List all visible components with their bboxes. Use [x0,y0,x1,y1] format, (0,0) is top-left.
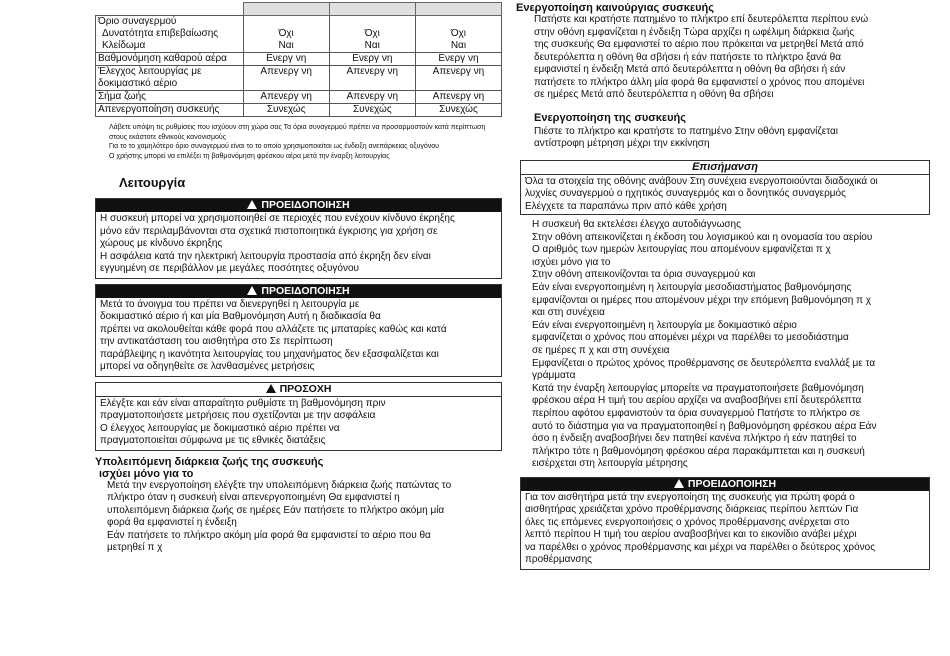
table-row [96,104,502,117]
warning-body [521,491,929,569]
cell: Όχι [329,28,415,40]
text-line: Εάν πατήσετε το πλήκτρο ακόμη μία φορά θα εμφανιστεί το αέριο που θα [107,529,431,541]
remaining-life-title: Υπολειπόμενη διάρκεια ζωής της συσκευής [95,455,324,468]
warning-header-label: ΠΡΟΕΙΔΟΠΟΙΗΣΗ [261,199,350,211]
cell: Απενεργ νη [329,91,415,104]
list-item: σε ημέρες π χ και στη συνέχεια [532,344,670,356]
text-line: να παρέλθει ο χρόνος προθέρμανσης και μέχρι να παρέλθει ο δεύτερος χρόνος [525,541,876,553]
cell: Απενεργ νη [415,66,501,91]
note: Λάβετε υπόψη τις ρυθμίσεις που ισχύουν στη χώρα σας Τα όρια συναγερμού πρέπει να προσαρμοστούν κατά περίπτωση στους εκάστοτε εθνικούς κανονισμούς [109,124,486,141]
warning-header [96,199,501,212]
activate-title: Ενεργοποίηση της συσκευής [534,111,686,124]
warning-icon [247,286,257,295]
cell [243,16,329,29]
row-label: Σήμα ζωής [96,91,244,104]
remaining-life-subtitle: ισχύει μόνο για το [99,467,194,480]
table-header-empty [96,3,244,16]
text-line: Η ασφάλεια κατά την ηλεκτρική λειτουργία προστασία από έκρηξη δεν είναι [100,250,431,262]
list-item: εισέρχεται στη λειτουργία μέτρησης [532,458,688,470]
list-item: Ο αριθμός των ημερών λειτουργίας που απομένουν εμφανίζεται π χ [532,244,831,256]
cell [329,16,415,29]
settings-table [95,2,502,117]
text-line: Όλα τα στοιχεία της οθόνης ανάβουν Στη συνέχεια ενεργοποιούνται διαδοχικά οι [525,175,878,187]
cell [415,16,501,29]
section-title: Λειτουργία [119,175,186,190]
list-item: Κατά την έναρξη λειτουργίας μπορείτε να πραγματοποιήσετε βαθμονόμηση [532,382,864,394]
notice-body [521,175,929,215]
caution-box [95,382,502,451]
remaining-life-text [95,480,502,555]
caution-header-label: ΠΡΟΣΟΧΗ [279,382,332,395]
list-item: εμφανίζονται οι ημέρες που απομένουν μέχρι την επόμενη βαθμονόμηση π χ [532,294,872,306]
note: Ο χρήστης μπορεί να επιλέξει τη βαθμονόμηση φρέσκου αέρα μετά την έναρξη λειτουργίας [109,152,390,160]
activate-text [520,126,930,151]
cell: Συνεχώς [243,104,329,117]
text-line: μπορεί να οδηγηθείτε σε λανθασμένες μετρήσεις [100,361,315,372]
text-line: Για τον αισθητήρα μετά την ενεργοποίηση της συσκευής για πρώτη φορά ο [525,491,855,503]
left-column [95,2,502,555]
text-line: σε ημέρες Μετά από δευτερόλεπτα η οθόνη θα σβήσει [534,89,774,100]
cell: Ενεργ νη [415,53,501,66]
warning-icon [247,200,257,209]
text-line: Μετά την ενεργοποίηση ελέγξτε την υπολειπόμενη διάρκεια ζωής πατώντας το [107,479,452,491]
row-label: Δυνατότητα επιβεβαίωσης [96,28,244,40]
table-header-cell [329,3,415,16]
caution-body [96,397,501,450]
cell: Ναι [243,40,329,53]
table-header-cell [415,3,501,16]
warning-box [95,284,502,377]
notice-box [520,160,930,216]
list-item: όσο η ένδειξη αναβοσβήνει δεν πατηθεί κανένα πλήκτρο ή εάν πατηθεί το [532,433,857,445]
list-item: ισχύει μόνο για το [532,256,611,268]
warning-box [520,477,930,570]
text-line: όλες τις επόμενες ενεργοποιήσεις ο χρόνος προθέρμανσης ανέρχεται στο [525,516,850,528]
activate-new-text [520,14,930,102]
text-line: μόνο εάν περιλαμβάνονται στα σχετικά πιστοποιητικά έγκρισης για χρήση σε [100,225,438,237]
text-line: μετρηθεί π χ [107,542,163,553]
row-label: Όριο συναγερμού [96,16,244,29]
list-item: εμφανίζεται ο χρόνος που απομένει μέχρι να παρέλθει το μεσοδιάστημα [532,332,849,344]
table-row [96,53,502,66]
cell: Συνεχώς [329,104,415,117]
text-line: πλήκτρο όταν η συσκευή είναι απενεργοποιημένη Θα εμφανιστεί η [107,492,400,503]
text-line: λεπτό περίπου Η τιμή του αερίου αναβοσβήνει και το εικονίδιο ανάβει μέχρι [525,529,857,541]
cell: Ενεργ νη [329,53,415,66]
warning-header-label: ΠΡΟΕΙΔΟΠΟΙΗΣΗ [687,477,777,490]
cell: Απενεργ νη [243,66,329,91]
list-item: και στη συνέχεια [532,307,605,319]
text-line: στην οθόνη εμφανίζεται η ένδειξη Τώρα αρχίζει η ωφέλιμη διάρκεια ζωής [534,26,855,38]
row-label: Απενεργοποίηση συσκευής [96,104,244,117]
activate-new-title: Ενεργοποίηση καινούργιας συσκευής [516,2,714,14]
text-line: αισθητήρας χρειάζεται χρόνο προθέρμανσης διάρκειας περίπου λεπτών Για [525,504,859,516]
text-line: αντίστροφη μέτρηση μέχρι την εκκίνηση [534,138,710,149]
warning-header-label: ΠΡΟΕΙΔΟΠΟΙΗΣΗ [261,284,350,297]
text-line: λυχνίες συναγερμού ο ηχητικός συναγερμός και ο δονητικός συναγερμός [525,188,846,199]
notice-header: Επισήμανση [521,161,929,175]
list-item: αυτό το διάστημα για να πραγματοποιηθεί η βαθμονόμηση φρέσκου αέρα Εάν [532,420,877,432]
table-header-cell [243,3,329,16]
caution-header [96,383,501,397]
list-item: φρέσκου αέρα Η τιμή του αερίου αρχίζει να αναβοσβήνει επί δευτερόλεπτα [532,395,862,407]
list-item: Εάν είναι ενεργοποιημένη η λειτουργία με δοκιμαστικό αέριο [532,319,797,331]
table-row [96,28,502,40]
list-item: πλήκτρο τότε η βαθμονόμηση φρέσκου αέρα παρακάμπτεται και η συσκευή [532,445,865,457]
row-label: Βαθμονόμηση καθαρού αέρα [96,53,244,66]
text-line: εμφανιστεί η ένδειξη Μετά από δευτερόλεπτα η οθόνη θα σβήσει ή εάν [534,64,846,75]
list-item: περίπου αφότου εμφανιστούν τα όρια συναγερμού Πατήστε το πλήκτρο σε [532,407,861,419]
caution-icon [266,384,276,393]
list-item: Στην οθόνη απεικονίζεται η έκδοση του λογισμικού και η ονομασία του αερίου [532,231,873,243]
cell: Ενεργ νη [243,53,329,66]
table-row [96,91,502,104]
text-line: φορά θα εμφανιστεί η ένδειξη [107,517,237,528]
warning-icon [674,479,684,488]
text-line: πρέπει να ακολουθείται κάθε φορά που αλλάζετε τις μπαταρίες καθώς και κατά [100,323,447,335]
cell: Απενεργ νη [243,91,329,104]
list-item: Εάν είναι ενεργοποιημένη η λειτουργία μεσοδιαστήματος βαθμονόμησης [532,281,852,293]
startup-steps [520,219,930,471]
text-line: πραγματοποιείται σύμφωνα με τις εθνικές διατάξεις [100,435,326,446]
table-row [96,16,502,29]
text-line: δευτερόλεπτα η οθόνη θα σβήσει ή εάν πατήσετε το πλήκτρο ξανά θα [534,51,841,63]
table-header-row [96,3,502,16]
text-line: Ελέγχετε τα παραπάνω πριν από κάθε χρήση [525,200,727,212]
row-label: Έλεγχος λειτουργίας με δοκιμαστικό αέριο [96,66,244,91]
text-line: Πατήστε και κρατήστε πατημένο το πλήκτρο επί δευτερόλεπτα περίπου ενώ [534,14,869,25]
text-line: υπολειπόμενη διάρκεια ζωής σε ημέρες Εάν πατήσετε το πλήκτρο ακόμη μία [107,504,445,516]
cell: Όχι [415,28,501,40]
list-item: Στην οθόνη απεικονίζονται τα όρια συναγερμού και [532,269,756,281]
list-item: Εμφανίζεται ο πρώτος χρόνος προθέρμανσης σε δευτερόλεπτα εναλλάξ με τα [532,357,876,369]
cell: Ναι [415,40,501,53]
text-line: Ο έλεγχος λειτουργίας με δοκιμαστικό αέριο πρέπει να [100,422,340,434]
table-row [96,66,502,91]
cell: Συνεχώς [415,104,501,117]
text-line: πατήσετε το πλήκτρο άλλη μία φορά θα εμφανιστεί ο χρόνος που απομένει [534,76,865,88]
warning-body [96,212,501,278]
list-item: Η συσκευή θα εκτελέσει έλεγχο αυτοδιάγνωσης [532,219,741,230]
warning-body [96,298,501,376]
text-line: της συσκευής Θα εμφανιστεί το αέριο που πρόκειται να μετρηθεί Μετά από [534,39,864,50]
text-line: εγγυημένη σε περιβάλλον με μεγάλες ποσότητες οξυγόνου [100,263,360,274]
text-line: παράβλεψης η ικανότητα λειτουργίας του μηχανήματος δεν εξασφαλίζεται και [100,348,439,360]
note: Για το το χαμηλότερο όριο συναγερμού είναι το το οποίο χρησιμοποιείται ως ένδειξη ανεπάρκειας οξυγόνου [109,143,439,150]
text-line: Ελέγξτε και εάν είναι απαραίτητο ρυθμίστε τη βαθμονόμηση πριν [100,397,386,409]
right-column [516,2,930,575]
warning-header [96,285,501,298]
text-line: χώρους με κίνδυνο έκρηξης [100,238,223,249]
row-label: Κλείδωμα [96,40,244,53]
list-item: γράμματα [532,370,576,382]
cell: Ναι [329,40,415,53]
cell: Απενεργ νη [329,66,415,91]
table-notes [95,123,502,161]
cell: Όχι [243,28,329,40]
text-line: Πιέστε το πλήκτρο και κρατήστε το πατημένο Στην οθόνη εμφανίζεται [534,125,839,137]
warning-header [521,478,929,491]
text-line: Μετά το άνοιγμα του πρέπει να διενεργηθεί η λειτουργία με [100,298,360,310]
text-line: δοκιμαστικό αέριο ή και μία Βαθμονόμηση Αυτή η διαδικασία θα [100,311,381,322]
warning-box [95,198,502,279]
text-line: την αντικατάσταση του αισθητήρα στο Σε περίπτωση [100,336,333,347]
text-line: Η συσκευή μπορεί να χρησιμοποιηθεί σε περιοχές που ενέχουν κίνδυνο έκρηξης [100,213,455,224]
text-line: προθέρμανσης [525,554,592,566]
table-row [96,40,502,53]
cell: Απενεργ νη [415,91,501,104]
text-line: πραγματοποιήσετε μετρήσεις που σχετίζονται με την ασφάλεια [100,410,376,421]
